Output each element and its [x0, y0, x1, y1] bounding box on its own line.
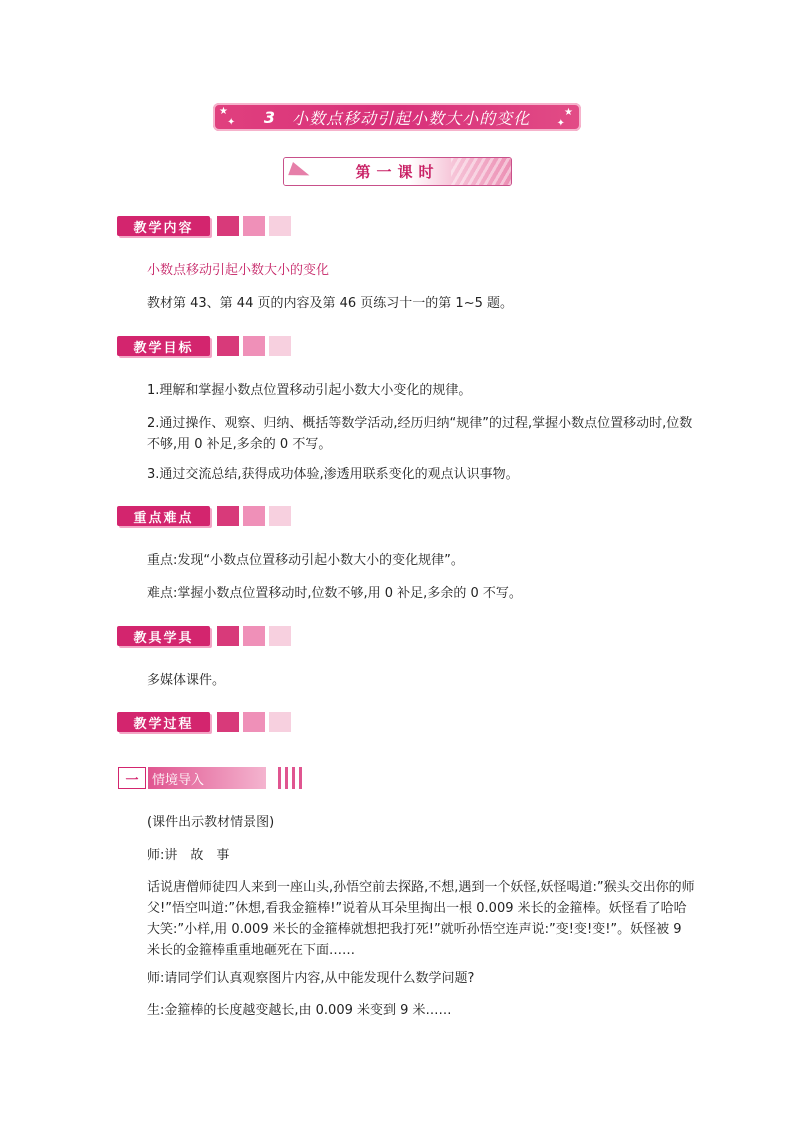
goal-item: 2.通过操作、观察、归纳、概括等数学活动,经历归纳“规律”的过程,掌握小数点位置移动时,位数不够,用 0 补足,多余的 0 不写。 [147, 416, 693, 452]
square-icon [243, 626, 265, 646]
square-icon [269, 336, 291, 356]
star-icon: ✦ [556, 118, 565, 129]
square-icon [217, 336, 239, 356]
square-icon [217, 216, 239, 236]
bar-divider [285, 767, 288, 789]
step-number: 一 [118, 767, 146, 789]
square-icon [243, 336, 265, 356]
section-label: 教学过程 [117, 712, 210, 732]
goal-item: 3.通过交流总结,获得成功体验,渗透用联系变化的观点认识事物。 [147, 467, 519, 482]
section-heading-goals [117, 336, 295, 358]
section-label: 教学内容 [117, 216, 210, 236]
process-note: (课件出示教材情景图) [147, 815, 275, 830]
lesson-title: 第一课时 [355, 163, 440, 181]
student-answer: 生:金箍棒的长度越变越长,由 0.009 米变到 9 米…… [147, 1003, 452, 1018]
key-point-item: 难点:掌握小数点位置移动时,位数不够,用 0 补足,多余的 0 不写。 [147, 586, 522, 601]
square-icon [217, 712, 239, 732]
square-icon [243, 712, 265, 732]
star-icon: ✦ [227, 117, 236, 128]
square-icon [269, 506, 291, 526]
section-label: 教具学具 [117, 626, 210, 646]
square-icon [217, 506, 239, 526]
page-title [213, 103, 581, 131]
lesson-box [283, 157, 512, 186]
square-icon [269, 626, 291, 646]
section-label: 教学目标 [117, 336, 210, 356]
square-icon [269, 216, 291, 236]
section-label: 重点难点 [117, 506, 210, 526]
section-heading-key-points [117, 506, 295, 528]
square-icon [269, 712, 291, 732]
title-text: 小数点移动引起小数大小的变化 [292, 108, 531, 128]
content-pages: 教材第 43、第 44 页的内容及第 46 页练习十一的第 1~5 题。 [147, 296, 513, 311]
key-point-item: 重点:发现“小数点位置移动引起小数大小的变化规律”。 [147, 553, 464, 568]
title-banner [213, 103, 581, 131]
square-icon [243, 506, 265, 526]
step-heading [118, 767, 303, 789]
teacher-label: 师:讲 故 事 [147, 848, 230, 863]
square-icon [217, 626, 239, 646]
star-icon: ★ [564, 107, 573, 118]
story-paragraph: 话说唐僧师徒四人来到一座山头,孙悟空前去探路,不想,遇到一个妖怪,妖怪喝道:”猴头交出你的师父!”悟空叫道:”休想,看我金箍棒!”说着从耳朵里掏出一根 0.009 米长的金箍棒。妖怪看了哈哈大笑:”小样,用 0.009 米长的金箍棒就想把我打死!”就听孙悟空连声说:”变!变!变!”。妖怪被 9 米长的金箍棒重重地砸死在下面…… [147, 880, 695, 958]
title-number: 3 [263, 107, 277, 127]
star-icon: ★ [219, 106, 228, 117]
section-heading-content [117, 216, 295, 238]
section-heading-process [117, 712, 295, 734]
square-icon [243, 216, 265, 236]
content-topic: 小数点移动引起小数大小的变化 [147, 263, 330, 278]
bar-divider [278, 767, 281, 789]
teacher-question: 师:请同学们认真观察图片内容,从中能发现什么数学问题? [147, 971, 475, 986]
bar-divider [292, 767, 295, 789]
step-title: 情境导入 [148, 767, 266, 789]
bar-divider [299, 767, 302, 789]
section-heading-tools [117, 626, 295, 648]
tools-text: 多媒体课件。 [147, 673, 226, 688]
goal-item: 1.理解和掌握小数点位置移动引起小数大小变化的规律。 [147, 383, 472, 398]
